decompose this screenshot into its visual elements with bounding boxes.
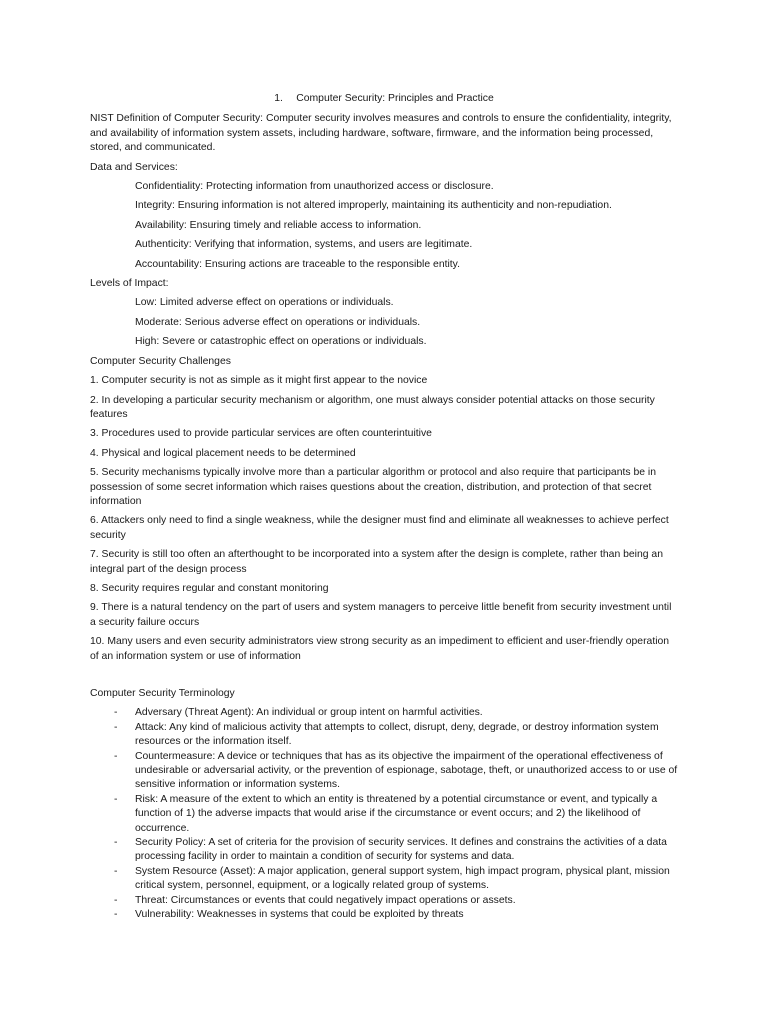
data-service-item: Accountability: Ensuring actions are traceable to the responsible entity. xyxy=(135,258,460,270)
bullet-dash: - xyxy=(114,750,118,762)
challenge-item: 6. Attackers only need to find a single weakness, while the designer must find and eliminate all weaknesses to achieve perfect security xyxy=(90,515,669,541)
terminology-item xyxy=(90,894,678,908)
bullet-dash: - xyxy=(114,707,118,719)
bullet-dash: - xyxy=(114,837,118,849)
terminology-text: Adversary (Threat Agent): An individual or group intent on harmful activities. xyxy=(135,707,483,719)
terminology-item xyxy=(90,865,678,894)
impact-item: Moderate: Serious adverse effect on operations or individuals. xyxy=(135,316,421,328)
terminology-list xyxy=(90,706,678,922)
title-text: Computer Security: Principles and Practice xyxy=(296,93,494,104)
bullet-dash: - xyxy=(114,721,118,733)
challenges-heading: Computer Security Challenges xyxy=(90,355,231,367)
data-service-item: Confidentiality: Protecting information from unauthorized access or disclosure. xyxy=(135,181,494,193)
terminology-item xyxy=(90,706,678,720)
terminology-item xyxy=(90,793,678,836)
challenge-item: 2. In developing a particular security mechanism or algorithm, one must always consider potential attacks on those security features xyxy=(90,394,655,420)
nist-definition: NIST Definition of Computer Security: Computer security involves measures and controls to ensure the confidentiality, integrity, and availability of information system assets, including hardware, software, firmware, and the information being processed, stored, and communicated. xyxy=(90,113,672,154)
terminology-item xyxy=(90,836,678,865)
challenge-item: 9. There is a natural tendency on the part of users and system managers to perceive little benefit from security investment until a security failure occurs xyxy=(90,602,672,628)
impact-item: High: Severe or catastrophic effect on operations or individuals. xyxy=(135,336,427,348)
data-service-item: Authenticity: Verifying that information, systems, and users are legitimate. xyxy=(135,239,473,251)
challenge-item: 1. Computer security is not as simple as it might first appear to the novice xyxy=(90,375,428,387)
terminology-text: Threat: Circumstances or events that could negatively impact operations or assets. xyxy=(135,894,516,906)
terminology-text: Vulnerability: Weaknesses in systems that could be exploited by threats xyxy=(135,909,464,921)
challenge-item: 7. Security is still too often an afterthought to be incorporated into a system after the design is complete, rather than being an integral part of the design process xyxy=(90,549,663,575)
challenge-item: 10. Many users and even security administrators view strong security as an impediment to efficient and user-friendly operation of an information system or use of information xyxy=(90,636,670,662)
terminology-item xyxy=(90,721,678,750)
bullet-dash: - xyxy=(114,865,118,877)
terminology-heading: Computer Security Terminology xyxy=(90,688,235,699)
terminology-text: Countermeasure: A device or techniques that has as its objective the impairment of the operational effectiveness of undesirable or adversarial activity, or the prevention of espionage, sabotage, theft, or unauthorized access to or use of sensitive information or information systems. xyxy=(135,750,678,791)
terminology-item xyxy=(90,750,678,793)
challenge-item: 3. Procedures used to provide particular services are often counterintuitive xyxy=(90,428,432,440)
data-service-item: Availability: Ensuring timely and reliable access to information. xyxy=(135,219,422,231)
bullet-dash: - xyxy=(114,894,118,906)
section-spacer xyxy=(90,669,678,687)
title-number: 1. xyxy=(274,93,283,104)
impact-item: Low: Limited adverse effect on operations or individuals. xyxy=(135,297,394,309)
challenge-item: 8. Security requires regular and constant monitoring xyxy=(90,582,329,594)
terminology-text: Security Policy: A set of criteria for the provision of security services. It defines and constrains the activities of a data processing facility in order to maintain a condition of security for systems and data. xyxy=(135,837,667,863)
terminology-text: Risk: A measure of the extent to which an entity is threatened by a potential circumstance or event, and typically a function of 1) the adverse impacts that would arise if the circumstance or event occurs; and 2) the likelihood of occurrence. xyxy=(135,793,658,834)
data-service-item: Integrity: Ensuring information is not altered improperly, maintaining its authenticity and non-repudiation. xyxy=(135,200,612,212)
terminology-text: Attack: Any kind of malicious activity that attempts to collect, disrupt, deny, degrade, or destroy information system resources or the information itself. xyxy=(135,721,659,748)
bullet-dash: - xyxy=(114,793,118,805)
data-services-heading: Data and Services: xyxy=(90,161,178,173)
terminology-text: System Resource (Asset): A major application, general support system, high impact program, physical plant, mission critical system, personnel, equipment, or a logically related group of systems. xyxy=(135,865,670,892)
challenge-item: 5. Security mechanisms typically involve more than a particular algorithm or protocol and also require that participants be in possession of some secret information which raises questions about the creation, distribution, and protection of that secret information xyxy=(90,467,656,507)
challenge-item: 4. Physical and logical placement needs to be determined xyxy=(90,447,356,459)
page-title xyxy=(90,92,678,106)
bullet-dash: - xyxy=(114,909,118,921)
terminology-item xyxy=(90,908,678,922)
impact-heading: Levels of Impact: xyxy=(90,278,169,290)
